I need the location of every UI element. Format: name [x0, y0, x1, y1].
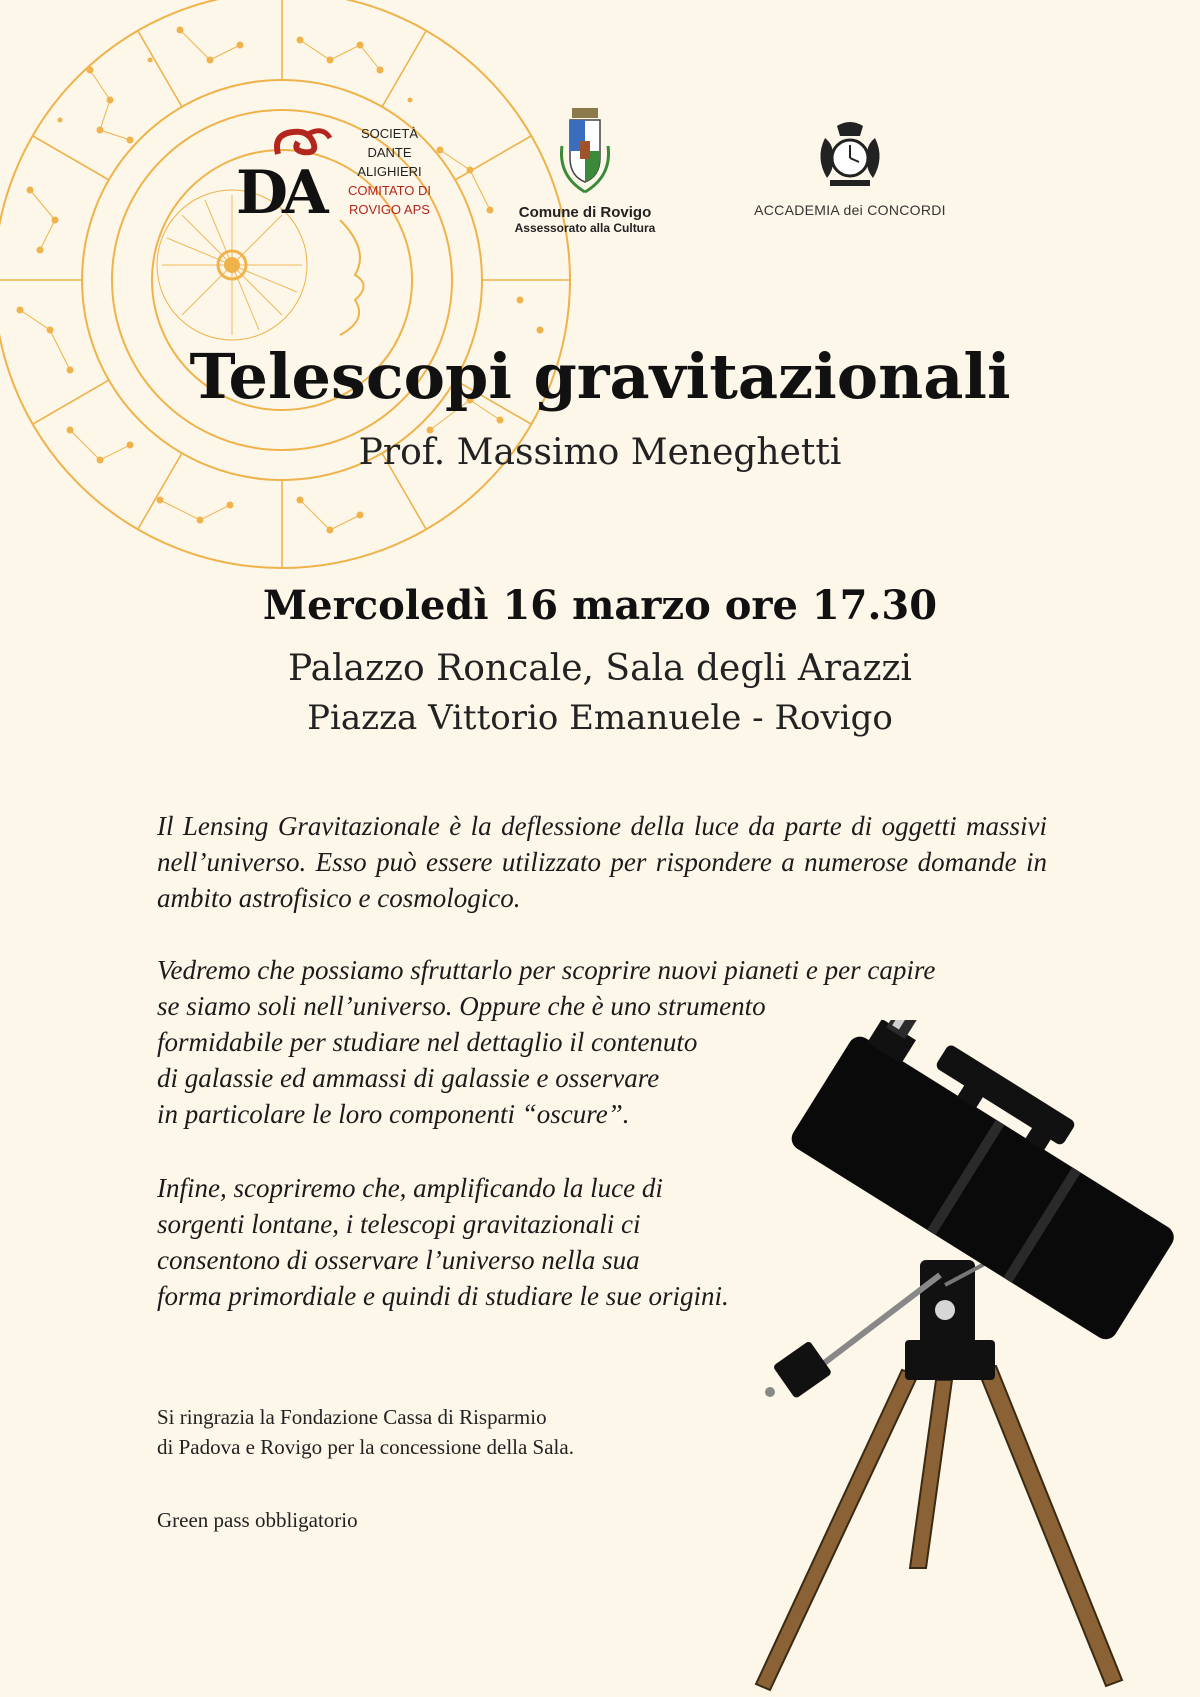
paragraph-3-line: sorgenti lontane, i telescopi gravitazionali ci — [157, 1209, 641, 1239]
dante-line-4: COMITATO DI — [347, 183, 432, 198]
acknowledgement-line: Si ringrazia la Fondazione Cassa di Risparmio — [157, 1405, 547, 1429]
event-venue: Palazzo Roncale, Sala degli Arazzi — [288, 648, 912, 689]
dante-monogram: DA — [236, 158, 323, 228]
green-pass-notice: Green pass obbligatorio — [157, 1508, 358, 1532]
dante-line-1: SOCIETÀ — [360, 126, 419, 141]
coat-of-arms-icon — [550, 106, 620, 196]
accademia-emblem-icon — [805, 118, 895, 196]
zodiac-wheel-illustration — [0, 0, 600, 600]
acknowledgement-line: di Padova e Rovigo per la concessione della Sala. — [157, 1435, 574, 1459]
dante-logo-text — [342, 124, 437, 219]
speaker-name: Prof. Massimo Meneghetti — [358, 432, 842, 473]
dante-line-5: ROVIGO APS — [349, 202, 430, 217]
accademia-name: ACCADEMIA dei CONCORDI — [754, 202, 946, 218]
paragraph-2-line: in particolare le loro componenti “oscure”. — [157, 1099, 630, 1129]
paragraph-3-line: consentono di osservare l’universo nella sua — [157, 1245, 640, 1275]
paragraph-2-line: se siamo soli nell’universo. Oppure che è uno strumento — [157, 991, 766, 1021]
event-date-time: Mercoledì 16 marzo ore 17.30 — [262, 582, 938, 629]
paragraph-3-line: forma primordiale e quindi di studiare le sue origini. — [157, 1281, 729, 1311]
telescope-illustration — [740, 1020, 1200, 1697]
event-title: Telescopi gravitazionali — [189, 340, 1011, 413]
comune-di-rovigo-logo — [490, 106, 680, 235]
paragraph-2-line: di galassie ed ammassi di galassie e osservare — [157, 1063, 660, 1093]
paragraph-2-line: formidabile per studiare nel dettaglio il contenuto — [157, 1027, 698, 1057]
dante-line-2: DANTE — [367, 145, 412, 160]
accademia-dei-concordi-logo — [740, 118, 960, 218]
paragraph-3-line: Infine, scopriremo che, amplificando la luce di — [157, 1173, 663, 1203]
comune-subtitle: Assessorato alla Cultura — [514, 221, 656, 235]
dante-line-3: ALIGHIERI — [357, 164, 422, 179]
paragraph-2-line: Vedremo che possiamo sfruttarlo per scoprire nuovi pianeti e per capire — [157, 955, 936, 985]
description-paragraph-1: Il Lensing Gravitazionale è la deflessione della luce da parte di oggetti massivi nell’universo. Esso può essere utilizzato per rispondere a numerose domande in ambito astrofisico e cosmologico. — [157, 811, 1047, 913]
event-address: Piazza Vittorio Emanuele - Rovigo — [307, 698, 893, 738]
comune-name: Comune di Rovigo — [518, 204, 652, 221]
societa-dante-alighieri-logo — [232, 118, 432, 228]
